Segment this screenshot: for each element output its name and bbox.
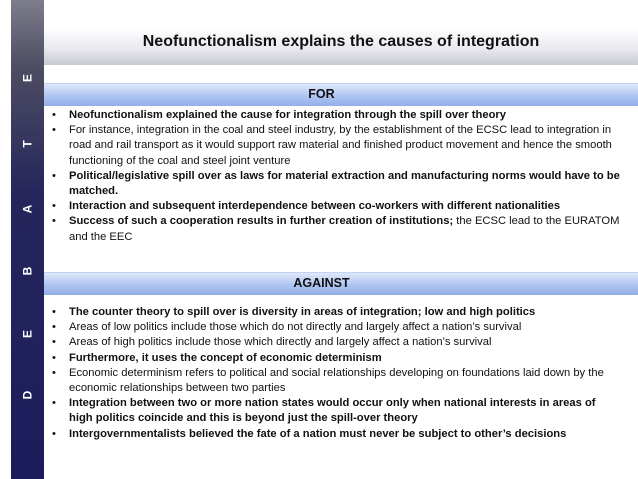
list-item [52, 305, 622, 320]
list-item [52, 351, 622, 366]
list-item [52, 108, 622, 123]
list-item [52, 320, 622, 335]
list-item [52, 199, 622, 214]
bullet-bold-text: Furthermore, it uses the concept of economic determinism [69, 351, 382, 364]
bullet-bold-text: Neofunctionalism explained the cause for integration through the spill over theory [69, 109, 506, 121]
list-item [52, 335, 622, 350]
against-header-band [44, 272, 638, 295]
bullet-bold-text: Integration between two or more nation states would occur only when national interests in areas of high politics coincide and this is beyond just the spill-over theory [69, 397, 596, 425]
list-item [52, 123, 622, 169]
list-item [52, 169, 622, 199]
bullet-bold-text: Success of such a cooperation results in further creation of institutions; [69, 215, 454, 228]
side-letter: E [20, 330, 35, 339]
bullet-text: Economic determinism refers to political and social relationships developing on foundations laid down by the economic relationships between two parties [69, 366, 604, 395]
side-letter: E [20, 74, 35, 83]
side-letter: T [20, 140, 35, 148]
side-letter: B [20, 266, 35, 276]
bullet-bold-text: Interaction and subsequent interdependence between co-workers with different nationalities [69, 200, 561, 213]
side-letter: D [20, 390, 35, 400]
bullet-bold-text: The counter theory to spill over is diversity in areas of integration; low and high politics [69, 306, 536, 318]
bullet-bold-text: Intergovernmentalists believed the fate of a nation must never be subject to other’s decisions [69, 427, 567, 440]
against-bullet-list [52, 305, 622, 442]
page-title: Neofunctionalism explains the causes of integration [142, 33, 540, 50]
bullet-text: For instance, integration in the coal and steel industry, by the establishment of the ECSC lead to integration in road and rail transport as it would support raw material and finished product movement and hence the smooth functioning of the coal and steel joint venture [69, 124, 612, 167]
side-letter: A [20, 204, 35, 214]
list-item [52, 396, 622, 426]
list-item [52, 366, 622, 396]
side-banner [11, 0, 44, 479]
bullet-text: Areas of low politics include those which do not directly and largely affect a nation’s survival [69, 321, 522, 334]
list-item [52, 427, 622, 442]
for-header-band [44, 83, 638, 106]
bullet-text: Areas of high politics include those which directly and largely affect a nation’s survival [69, 336, 492, 349]
for-heading: FOR [308, 87, 335, 101]
list-item [52, 214, 622, 244]
against-heading: AGAINST [293, 276, 350, 290]
bullet-text: the ECSC lead to the EURATOM and the EEC [69, 215, 620, 243]
bullet-bold-text: Political/legislative spill over as laws for material extraction and manufacturing norms would have to be matched. [69, 169, 620, 198]
for-bullet-list [52, 108, 622, 245]
